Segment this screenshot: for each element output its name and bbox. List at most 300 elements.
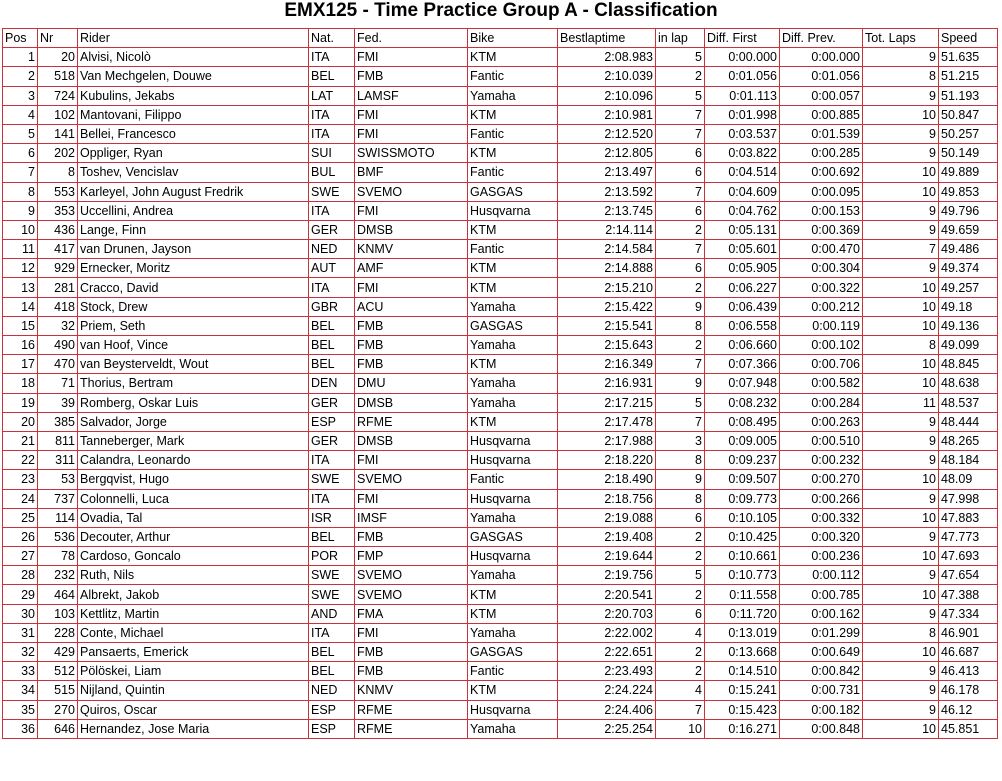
cell-diff-first: 0:09.507 bbox=[705, 470, 780, 489]
cell-bestlaptime: 2:20.541 bbox=[558, 585, 656, 604]
page-title: EMX125 - Time Practice Group A - Classification bbox=[284, 0, 718, 21]
cell-in-lap: 3 bbox=[656, 431, 705, 450]
cell-diff-first: 0:07.366 bbox=[705, 355, 780, 374]
cell-tot-laps: 9 bbox=[863, 412, 939, 431]
cell-speed: 50.847 bbox=[939, 105, 998, 124]
cell-diff-first: 0:09.005 bbox=[705, 431, 780, 450]
cell-pos: 27 bbox=[3, 547, 38, 566]
cell-bestlaptime: 2:17.215 bbox=[558, 393, 656, 412]
cell-in-lap: 9 bbox=[656, 297, 705, 316]
cell-rider: Priem, Seth bbox=[78, 316, 309, 335]
cell-bike: Fantic bbox=[468, 67, 558, 86]
cell-diff-prev: 0:00.322 bbox=[780, 278, 863, 297]
cell-speed: 49.257 bbox=[939, 278, 998, 297]
cell-bike: Husqvarna bbox=[468, 700, 558, 719]
cell-nat: DEN bbox=[309, 374, 355, 393]
cell-in-lap: 2 bbox=[656, 220, 705, 239]
cell-nr: 536 bbox=[38, 527, 78, 546]
cell-bike: Yamaha bbox=[468, 336, 558, 355]
cell-fed: FMB bbox=[355, 336, 468, 355]
cell-rider: Stock, Drew bbox=[78, 297, 309, 316]
cell-bestlaptime: 2:18.220 bbox=[558, 451, 656, 470]
table-row bbox=[3, 643, 998, 662]
table-row bbox=[3, 508, 998, 527]
cell-diff-first: 0:15.423 bbox=[705, 700, 780, 719]
cell-fed: AMF bbox=[355, 259, 468, 278]
cell-bike: Fantic bbox=[468, 662, 558, 681]
cell-in-lap: 2 bbox=[656, 662, 705, 681]
cell-in-lap: 5 bbox=[656, 566, 705, 585]
cell-tot-laps: 9 bbox=[863, 451, 939, 470]
cell-diff-prev: 0:00.885 bbox=[780, 105, 863, 124]
cell-in-lap: 2 bbox=[656, 585, 705, 604]
cell-fed: FMB bbox=[355, 316, 468, 335]
cell-pos: 32 bbox=[3, 643, 38, 662]
cell-bestlaptime: 2:12.520 bbox=[558, 124, 656, 143]
cell-bestlaptime: 2:25.254 bbox=[558, 719, 656, 738]
cell-bestlaptime: 2:18.756 bbox=[558, 489, 656, 508]
col-header-bike[interactable]: Bike bbox=[468, 29, 558, 48]
cell-in-lap: 4 bbox=[656, 681, 705, 700]
cell-diff-first: 0:04.514 bbox=[705, 163, 780, 182]
cell-pos: 33 bbox=[3, 662, 38, 681]
cell-nat: SWE bbox=[309, 182, 355, 201]
cell-diff-prev: 0:00.785 bbox=[780, 585, 863, 604]
cell-bike: Yamaha bbox=[468, 566, 558, 585]
table-row bbox=[3, 67, 998, 86]
cell-bike: KTM bbox=[468, 48, 558, 67]
cell-nr: 202 bbox=[38, 144, 78, 163]
cell-nr: 418 bbox=[38, 297, 78, 316]
cell-nr: 811 bbox=[38, 431, 78, 450]
cell-bike: Yamaha bbox=[468, 374, 558, 393]
cell-nat: NED bbox=[309, 240, 355, 259]
cell-nr: 490 bbox=[38, 336, 78, 355]
table-row bbox=[3, 105, 998, 124]
table-row bbox=[3, 489, 998, 508]
cell-speed: 49.136 bbox=[939, 316, 998, 335]
cell-diff-prev: 0:00.236 bbox=[780, 547, 863, 566]
cell-bestlaptime: 2:22.002 bbox=[558, 623, 656, 642]
cell-in-lap: 7 bbox=[656, 182, 705, 201]
cell-tot-laps: 9 bbox=[863, 431, 939, 450]
cell-tot-laps: 10 bbox=[863, 585, 939, 604]
cell-speed: 46.687 bbox=[939, 643, 998, 662]
cell-pos: 24 bbox=[3, 489, 38, 508]
cell-fed: RFME bbox=[355, 719, 468, 738]
table-row bbox=[3, 124, 998, 143]
cell-nat: GER bbox=[309, 393, 355, 412]
cell-pos: 6 bbox=[3, 144, 38, 163]
cell-bike: Husqvarna bbox=[468, 201, 558, 220]
cell-diff-prev: 0:00.162 bbox=[780, 604, 863, 623]
cell-bestlaptime: 2:15.210 bbox=[558, 278, 656, 297]
cell-diff-prev: 0:00.304 bbox=[780, 259, 863, 278]
cell-fed: SVEMO bbox=[355, 182, 468, 201]
cell-in-lap: 7 bbox=[656, 240, 705, 259]
cell-diff-first: 0:10.661 bbox=[705, 547, 780, 566]
cell-speed: 49.486 bbox=[939, 240, 998, 259]
col-header-rider[interactable]: Rider bbox=[78, 29, 309, 48]
cell-fed: FMB bbox=[355, 662, 468, 681]
cell-diff-prev: 0:00.285 bbox=[780, 144, 863, 163]
cell-in-lap: 6 bbox=[656, 144, 705, 163]
cell-fed: DMU bbox=[355, 374, 468, 393]
cell-diff-first: 0:13.668 bbox=[705, 643, 780, 662]
cell-speed: 47.773 bbox=[939, 527, 998, 546]
cell-bestlaptime: 2:18.490 bbox=[558, 470, 656, 489]
cell-diff-first: 0:04.609 bbox=[705, 182, 780, 201]
cell-rider: Mantovani, Filippo bbox=[78, 105, 309, 124]
cell-nat: BEL bbox=[309, 643, 355, 662]
cell-pos: 15 bbox=[3, 316, 38, 335]
cell-diff-prev: 0:00.270 bbox=[780, 470, 863, 489]
cell-nr: 518 bbox=[38, 67, 78, 86]
cell-nat: BEL bbox=[309, 67, 355, 86]
cell-diff-first: 0:14.510 bbox=[705, 662, 780, 681]
cell-bestlaptime: 2:08.983 bbox=[558, 48, 656, 67]
col-header-in-lap[interactable]: in lap bbox=[656, 29, 705, 48]
cell-diff-prev: 0:00.582 bbox=[780, 374, 863, 393]
cell-in-lap: 5 bbox=[656, 48, 705, 67]
cell-bike: KTM bbox=[468, 259, 558, 278]
cell-nat: SWE bbox=[309, 566, 355, 585]
table-row bbox=[3, 527, 998, 546]
cell-pos: 14 bbox=[3, 297, 38, 316]
cell-bestlaptime: 2:17.988 bbox=[558, 431, 656, 450]
cell-nat: ITA bbox=[309, 489, 355, 508]
cell-tot-laps: 8 bbox=[863, 623, 939, 642]
cell-fed: ACU bbox=[355, 297, 468, 316]
cell-pos: 11 bbox=[3, 240, 38, 259]
cell-bestlaptime: 2:19.088 bbox=[558, 508, 656, 527]
cell-rider: Thorius, Bertram bbox=[78, 374, 309, 393]
cell-diff-prev: 0:00.848 bbox=[780, 719, 863, 738]
cell-bestlaptime: 2:24.406 bbox=[558, 700, 656, 719]
cell-diff-prev: 0:00.266 bbox=[780, 489, 863, 508]
cell-in-lap: 6 bbox=[656, 163, 705, 182]
cell-speed: 46.178 bbox=[939, 681, 998, 700]
cell-pos: 28 bbox=[3, 566, 38, 585]
cell-nat: NED bbox=[309, 681, 355, 700]
col-header-nr[interactable]: Nr bbox=[38, 29, 78, 48]
cell-in-lap: 2 bbox=[656, 527, 705, 546]
cell-rider: van Hoof, Vince bbox=[78, 336, 309, 355]
cell-fed: FMI bbox=[355, 623, 468, 642]
cell-diff-prev: 0:00.320 bbox=[780, 527, 863, 546]
cell-diff-prev: 0:00.153 bbox=[780, 201, 863, 220]
cell-pos: 8 bbox=[3, 182, 38, 201]
cell-nat: AUT bbox=[309, 259, 355, 278]
cell-tot-laps: 9 bbox=[863, 489, 939, 508]
cell-tot-laps: 9 bbox=[863, 124, 939, 143]
cell-bestlaptime: 2:12.805 bbox=[558, 144, 656, 163]
cell-nr: 39 bbox=[38, 393, 78, 412]
cell-bike: Yamaha bbox=[468, 86, 558, 105]
col-header-tot-laps[interactable]: Tot. Laps bbox=[863, 29, 939, 48]
cell-diff-first: 0:01.998 bbox=[705, 105, 780, 124]
cell-nr: 646 bbox=[38, 719, 78, 738]
cell-diff-prev: 0:00.284 bbox=[780, 393, 863, 412]
cell-speed: 46.413 bbox=[939, 662, 998, 681]
cell-nr: 71 bbox=[38, 374, 78, 393]
cell-diff-prev: 0:00.095 bbox=[780, 182, 863, 201]
table-row bbox=[3, 412, 998, 431]
cell-diff-first: 0:06.227 bbox=[705, 278, 780, 297]
cell-diff-first: 0:10.773 bbox=[705, 566, 780, 585]
table-row bbox=[3, 48, 998, 67]
cell-in-lap: 6 bbox=[656, 508, 705, 527]
table-row bbox=[3, 240, 998, 259]
cell-rider: Toshev, Vencislav bbox=[78, 163, 309, 182]
cell-in-lap: 7 bbox=[656, 105, 705, 124]
cell-tot-laps: 10 bbox=[863, 374, 939, 393]
cell-nr: 20 bbox=[38, 48, 78, 67]
cell-rider: Calandra, Leonardo bbox=[78, 451, 309, 470]
cell-fed: FMB bbox=[355, 643, 468, 662]
cell-in-lap: 8 bbox=[656, 489, 705, 508]
cell-in-lap: 6 bbox=[656, 604, 705, 623]
cell-diff-first: 0:08.495 bbox=[705, 412, 780, 431]
cell-bike: Fantic bbox=[468, 163, 558, 182]
cell-tot-laps: 10 bbox=[863, 470, 939, 489]
cell-nat: ESP bbox=[309, 412, 355, 431]
table-row bbox=[3, 374, 998, 393]
col-header-pos[interactable]: Pos bbox=[3, 29, 38, 48]
cell-nat: SUI bbox=[309, 144, 355, 163]
cell-nat: BEL bbox=[309, 355, 355, 374]
cell-tot-laps: 10 bbox=[863, 182, 939, 201]
cell-diff-prev: 0:00.842 bbox=[780, 662, 863, 681]
cell-rider: Hernandez, Jose Maria bbox=[78, 719, 309, 738]
table-row bbox=[3, 547, 998, 566]
cell-bike: KTM bbox=[468, 681, 558, 700]
cell-pos: 12 bbox=[3, 259, 38, 278]
col-header-diff-prev[interactable]: Diff. Prev. bbox=[780, 29, 863, 48]
cell-pos: 35 bbox=[3, 700, 38, 719]
cell-rider: Pölöskei, Liam bbox=[78, 662, 309, 681]
cell-tot-laps: 9 bbox=[863, 86, 939, 105]
cell-diff-first: 0:03.537 bbox=[705, 124, 780, 143]
cell-speed: 45.851 bbox=[939, 719, 998, 738]
cell-speed: 50.257 bbox=[939, 124, 998, 143]
cell-bestlaptime: 2:13.745 bbox=[558, 201, 656, 220]
cell-diff-first: 0:11.558 bbox=[705, 585, 780, 604]
cell-in-lap: 7 bbox=[656, 124, 705, 143]
cell-nr: 515 bbox=[38, 681, 78, 700]
table-row bbox=[3, 700, 998, 719]
cell-rider: Romberg, Oskar Luis bbox=[78, 393, 309, 412]
cell-in-lap: 2 bbox=[656, 336, 705, 355]
cell-diff-first: 0:06.660 bbox=[705, 336, 780, 355]
cell-tot-laps: 9 bbox=[863, 700, 939, 719]
cell-nr: 270 bbox=[38, 700, 78, 719]
cell-bike: KTM bbox=[468, 412, 558, 431]
cell-nr: 929 bbox=[38, 259, 78, 278]
cell-in-lap: 5 bbox=[656, 86, 705, 105]
cell-nr: 417 bbox=[38, 240, 78, 259]
table-row bbox=[3, 585, 998, 604]
cell-fed: RFME bbox=[355, 412, 468, 431]
cell-speed: 49.18 bbox=[939, 297, 998, 316]
cell-pos: 36 bbox=[3, 719, 38, 738]
cell-fed: FMA bbox=[355, 604, 468, 623]
cell-bestlaptime: 2:13.592 bbox=[558, 182, 656, 201]
cell-rider: Salvador, Jorge bbox=[78, 412, 309, 431]
cell-diff-first: 0:03.822 bbox=[705, 144, 780, 163]
cell-pos: 21 bbox=[3, 431, 38, 450]
cell-nat: SWE bbox=[309, 470, 355, 489]
col-header-fed[interactable]: Fed. bbox=[355, 29, 468, 48]
cell-fed: FMB bbox=[355, 355, 468, 374]
cell-fed: FMI bbox=[355, 201, 468, 220]
cell-nat: ITA bbox=[309, 623, 355, 642]
cell-tot-laps: 9 bbox=[863, 144, 939, 163]
cell-fed: RFME bbox=[355, 700, 468, 719]
cell-in-lap: 2 bbox=[656, 278, 705, 297]
col-header-nat[interactable]: Nat. bbox=[309, 29, 355, 48]
cell-bike: KTM bbox=[468, 144, 558, 163]
cell-bestlaptime: 2:14.888 bbox=[558, 259, 656, 278]
cell-bestlaptime: 2:10.039 bbox=[558, 67, 656, 86]
cell-tot-laps: 10 bbox=[863, 297, 939, 316]
cell-nr: 103 bbox=[38, 604, 78, 623]
cell-speed: 49.374 bbox=[939, 259, 998, 278]
cell-speed: 47.654 bbox=[939, 566, 998, 585]
cell-bike: KTM bbox=[468, 355, 558, 374]
cell-diff-prev: 0:00.470 bbox=[780, 240, 863, 259]
cell-nat: ITA bbox=[309, 278, 355, 297]
cell-nat: GER bbox=[309, 431, 355, 450]
cell-in-lap: 8 bbox=[656, 316, 705, 335]
cell-diff-first: 0:05.131 bbox=[705, 220, 780, 239]
cell-tot-laps: 9 bbox=[863, 681, 939, 700]
cell-fed: DMSB bbox=[355, 220, 468, 239]
cell-pos: 9 bbox=[3, 201, 38, 220]
cell-in-lap: 7 bbox=[656, 700, 705, 719]
cell-rider: Bellei, Francesco bbox=[78, 124, 309, 143]
cell-diff-prev: 0:01.299 bbox=[780, 623, 863, 642]
cell-diff-first: 0:07.948 bbox=[705, 374, 780, 393]
table-row bbox=[3, 201, 998, 220]
cell-diff-first: 0:05.905 bbox=[705, 259, 780, 278]
cell-nat: BUL bbox=[309, 163, 355, 182]
cell-diff-first: 0:10.425 bbox=[705, 527, 780, 546]
cell-speed: 48.265 bbox=[939, 431, 998, 450]
cell-fed: FMI bbox=[355, 48, 468, 67]
table-row bbox=[3, 623, 998, 642]
cell-diff-prev: 0:00.112 bbox=[780, 566, 863, 585]
cell-diff-first: 0:01.056 bbox=[705, 67, 780, 86]
cell-bestlaptime: 2:10.096 bbox=[558, 86, 656, 105]
cell-rider: Oppliger, Ryan bbox=[78, 144, 309, 163]
cell-speed: 49.853 bbox=[939, 182, 998, 201]
table-row bbox=[3, 662, 998, 681]
cell-nr: 228 bbox=[38, 623, 78, 642]
cell-rider: Ruth, Nils bbox=[78, 566, 309, 585]
table-row bbox=[3, 182, 998, 201]
cell-pos: 13 bbox=[3, 278, 38, 297]
cell-speed: 46.12 bbox=[939, 700, 998, 719]
cell-pos: 30 bbox=[3, 604, 38, 623]
cell-nat: ITA bbox=[309, 105, 355, 124]
cell-speed: 47.883 bbox=[939, 508, 998, 527]
cell-rider: Cracco, David bbox=[78, 278, 309, 297]
cell-speed: 51.193 bbox=[939, 86, 998, 105]
cell-rider: van Beysterveldt, Wout bbox=[78, 355, 309, 374]
cell-tot-laps: 9 bbox=[863, 662, 939, 681]
cell-bestlaptime: 2:15.541 bbox=[558, 316, 656, 335]
cell-fed: FMI bbox=[355, 105, 468, 124]
cell-speed: 46.901 bbox=[939, 623, 998, 642]
cell-nr: 436 bbox=[38, 220, 78, 239]
cell-tot-laps: 9 bbox=[863, 566, 939, 585]
cell-nr: 102 bbox=[38, 105, 78, 124]
cell-rider: Karleyel, John August Fredrik bbox=[78, 182, 309, 201]
cell-rider: van Drunen, Jayson bbox=[78, 240, 309, 259]
cell-in-lap: 6 bbox=[656, 201, 705, 220]
col-header-diff-first[interactable]: Diff. First bbox=[705, 29, 780, 48]
cell-nat: AND bbox=[309, 604, 355, 623]
cell-bestlaptime: 2:17.478 bbox=[558, 412, 656, 431]
cell-fed: SVEMO bbox=[355, 470, 468, 489]
cell-pos: 18 bbox=[3, 374, 38, 393]
cell-bike: Yamaha bbox=[468, 719, 558, 738]
cell-pos: 26 bbox=[3, 527, 38, 546]
cell-diff-prev: 0:00.102 bbox=[780, 336, 863, 355]
cell-fed: SVEMO bbox=[355, 585, 468, 604]
cell-tot-laps: 10 bbox=[863, 547, 939, 566]
cell-diff-first: 0:09.773 bbox=[705, 489, 780, 508]
table-row bbox=[3, 431, 998, 450]
cell-nat: ESP bbox=[309, 719, 355, 738]
cell-pos: 1 bbox=[3, 48, 38, 67]
cell-pos: 22 bbox=[3, 451, 38, 470]
cell-fed: FMI bbox=[355, 451, 468, 470]
cell-pos: 16 bbox=[3, 336, 38, 355]
cell-nr: 232 bbox=[38, 566, 78, 585]
cell-nr: 470 bbox=[38, 355, 78, 374]
cell-tot-laps: 10 bbox=[863, 163, 939, 182]
cell-in-lap: 7 bbox=[656, 412, 705, 431]
table-row bbox=[3, 355, 998, 374]
cell-tot-laps: 10 bbox=[863, 508, 939, 527]
col-header-speed[interactable]: Speed bbox=[939, 29, 998, 48]
classification-table bbox=[2, 28, 998, 739]
cell-diff-first: 0:05.601 bbox=[705, 240, 780, 259]
col-header-bestlaptime[interactable]: Bestlaptime bbox=[558, 29, 656, 48]
cell-diff-first: 0:00.000 bbox=[705, 48, 780, 67]
table-row bbox=[3, 393, 998, 412]
cell-nat: ESP bbox=[309, 700, 355, 719]
cell-bestlaptime: 2:16.349 bbox=[558, 355, 656, 374]
cell-fed: DMSB bbox=[355, 431, 468, 450]
cell-tot-laps: 9 bbox=[863, 201, 939, 220]
cell-rider: Quiros, Oscar bbox=[78, 700, 309, 719]
cell-bestlaptime: 2:24.224 bbox=[558, 681, 656, 700]
cell-bike: Yamaha bbox=[468, 508, 558, 527]
cell-nr: 78 bbox=[38, 547, 78, 566]
cell-nr: 8 bbox=[38, 163, 78, 182]
cell-speed: 48.09 bbox=[939, 470, 998, 489]
cell-pos: 34 bbox=[3, 681, 38, 700]
cell-tot-laps: 11 bbox=[863, 393, 939, 412]
cell-rider: Colonnelli, Luca bbox=[78, 489, 309, 508]
cell-bike: Fantic bbox=[468, 470, 558, 489]
cell-rider: Uccellini, Andrea bbox=[78, 201, 309, 220]
cell-fed: FMI bbox=[355, 278, 468, 297]
cell-bestlaptime: 2:16.931 bbox=[558, 374, 656, 393]
